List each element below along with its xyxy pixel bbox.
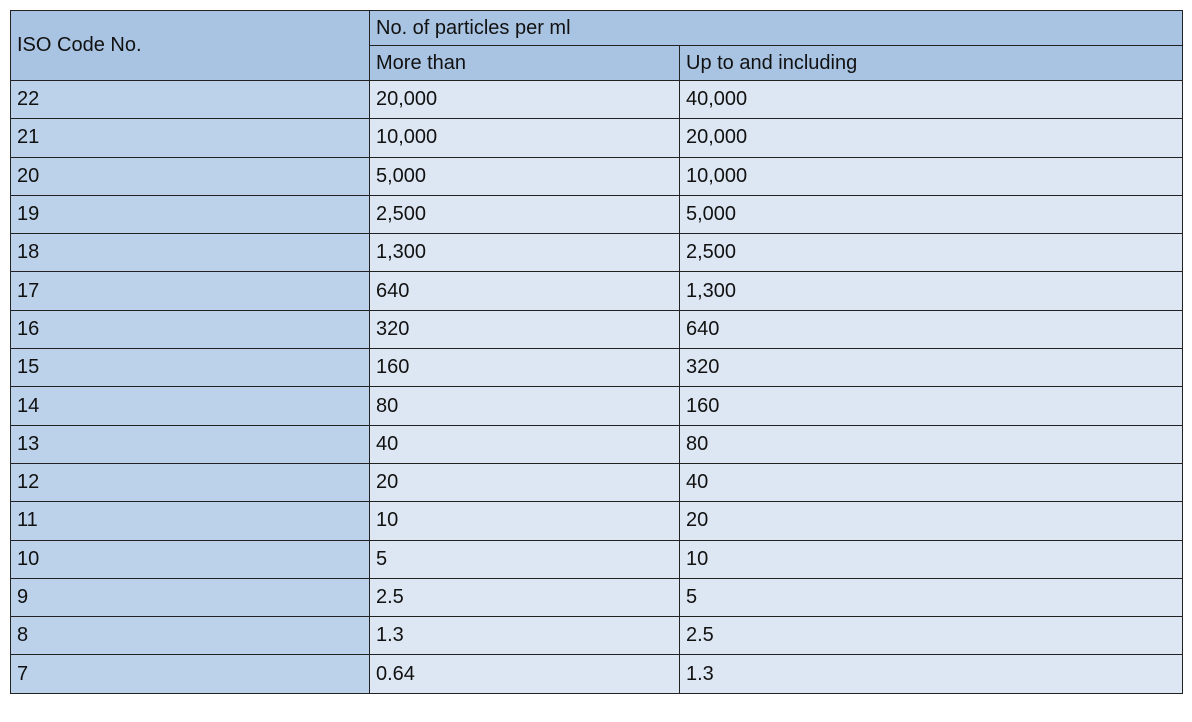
iso-code-cell: 13 xyxy=(11,425,370,463)
more-than-cell: 1,300 xyxy=(370,234,680,272)
iso-code-cell: 14 xyxy=(11,387,370,425)
up-to-cell: 2,500 xyxy=(680,234,1183,272)
up-to-cell: 40 xyxy=(680,463,1183,501)
iso-code-cell: 20 xyxy=(11,157,370,195)
more-than-cell: 20 xyxy=(370,463,680,501)
table-row xyxy=(11,655,1183,693)
more-than-cell: 160 xyxy=(370,349,680,387)
iso-code-table xyxy=(10,10,1183,694)
more-than-cell: 10 xyxy=(370,502,680,540)
up-to-cell: 40,000 xyxy=(680,81,1183,119)
more-than-cell: 1.3 xyxy=(370,617,680,655)
table-row xyxy=(11,157,1183,195)
more-than-cell: 640 xyxy=(370,272,680,310)
table-row xyxy=(11,349,1183,387)
table-row xyxy=(11,387,1183,425)
table-body xyxy=(11,81,1183,694)
iso-code-cell: 21 xyxy=(11,119,370,157)
iso-code-cell: 15 xyxy=(11,349,370,387)
particles-per-ml-header: No. of particles per ml xyxy=(370,11,1183,46)
iso-code-cell: 7 xyxy=(11,655,370,693)
more-than-cell: 5,000 xyxy=(370,157,680,195)
table-row xyxy=(11,502,1183,540)
table-row xyxy=(11,578,1183,616)
iso-code-cell: 11 xyxy=(11,502,370,540)
iso-code-cell: 22 xyxy=(11,81,370,119)
iso-code-cell: 19 xyxy=(11,195,370,233)
table-row xyxy=(11,617,1183,655)
table-row xyxy=(11,540,1183,578)
table-row xyxy=(11,234,1183,272)
up-to-cell: 2.5 xyxy=(680,617,1183,655)
table-row xyxy=(11,425,1183,463)
iso-code-cell: 9 xyxy=(11,578,370,616)
table-row xyxy=(11,195,1183,233)
table-row xyxy=(11,463,1183,501)
up-to-cell: 80 xyxy=(680,425,1183,463)
up-to-cell: 1,300 xyxy=(680,272,1183,310)
table-row xyxy=(11,272,1183,310)
more-than-cell: 0.64 xyxy=(370,655,680,693)
header-row-1 xyxy=(11,11,1183,46)
more-than-cell: 80 xyxy=(370,387,680,425)
iso-code-cell: 16 xyxy=(11,310,370,348)
up-to-header: Up to and including xyxy=(680,46,1183,81)
iso-code-cell: 8 xyxy=(11,617,370,655)
up-to-cell: 640 xyxy=(680,310,1183,348)
up-to-cell: 5,000 xyxy=(680,195,1183,233)
up-to-cell: 20,000 xyxy=(680,119,1183,157)
iso-code-header: ISO Code No. xyxy=(11,11,370,81)
up-to-cell: 10,000 xyxy=(680,157,1183,195)
iso-code-cell: 12 xyxy=(11,463,370,501)
up-to-cell: 320 xyxy=(680,349,1183,387)
more-than-cell: 320 xyxy=(370,310,680,348)
up-to-cell: 20 xyxy=(680,502,1183,540)
more-than-cell: 2.5 xyxy=(370,578,680,616)
up-to-cell: 5 xyxy=(680,578,1183,616)
more-than-cell: 10,000 xyxy=(370,119,680,157)
more-than-cell: 20,000 xyxy=(370,81,680,119)
table-row xyxy=(11,119,1183,157)
table-row xyxy=(11,81,1183,119)
table-header xyxy=(11,11,1183,81)
more-than-cell: 5 xyxy=(370,540,680,578)
up-to-cell: 10 xyxy=(680,540,1183,578)
more-than-header: More than xyxy=(370,46,680,81)
up-to-cell: 160 xyxy=(680,387,1183,425)
more-than-cell: 2,500 xyxy=(370,195,680,233)
up-to-cell: 1.3 xyxy=(680,655,1183,693)
table-row xyxy=(11,310,1183,348)
iso-code-cell: 10 xyxy=(11,540,370,578)
more-than-cell: 40 xyxy=(370,425,680,463)
iso-code-cell: 17 xyxy=(11,272,370,310)
iso-code-cell: 18 xyxy=(11,234,370,272)
